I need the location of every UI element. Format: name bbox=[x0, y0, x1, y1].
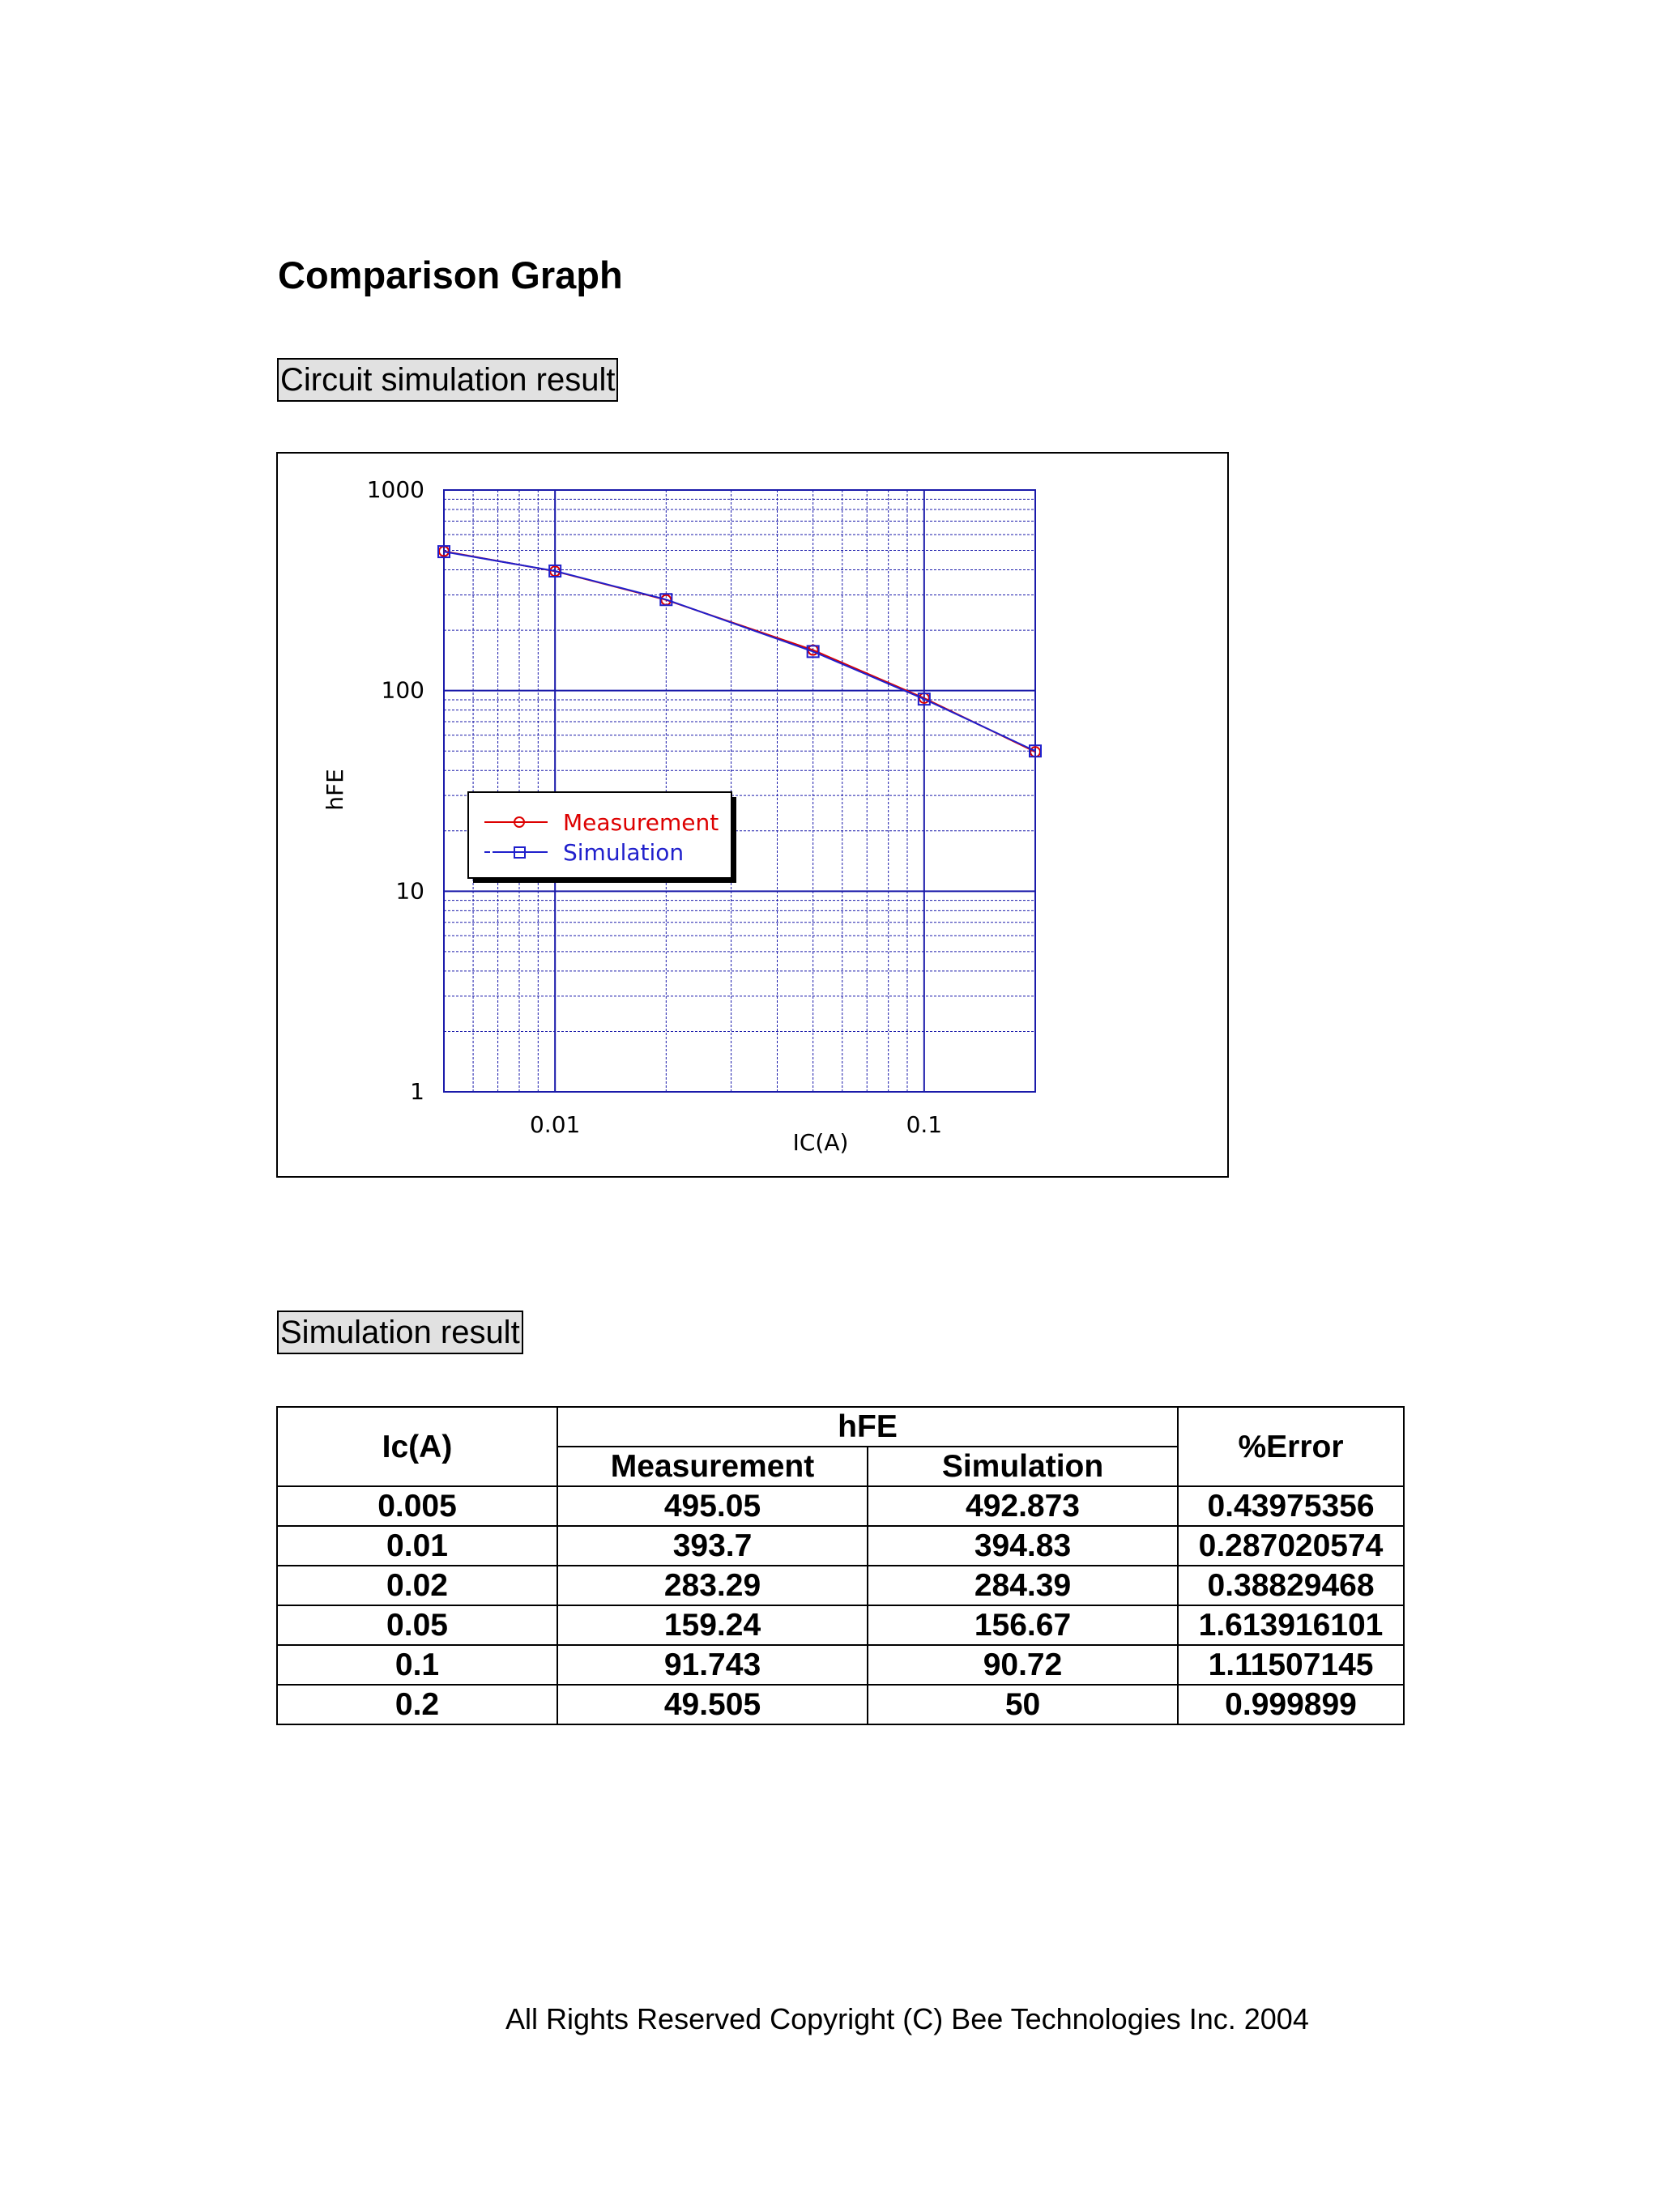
cell-measurement: 495.05 bbox=[557, 1486, 868, 1526]
cell-error: 0.287020574 bbox=[1178, 1526, 1404, 1566]
copyright-footer: All Rights Reserved Copyright (C) Bee Technologies Inc. 2004 bbox=[505, 2002, 1309, 2035]
legend-label-simulation: Simulation bbox=[563, 839, 684, 866]
table-row bbox=[277, 1486, 1404, 1526]
cell-error: 1.11507145 bbox=[1178, 1645, 1404, 1685]
table-row bbox=[277, 1605, 1404, 1645]
cell-error: 1.613916101 bbox=[1178, 1605, 1404, 1645]
section-label-circuit-simulation: Circuit simulation result bbox=[277, 358, 618, 402]
cell-error: 0.999899 bbox=[1178, 1685, 1404, 1724]
cell-simulation: 50 bbox=[868, 1685, 1178, 1724]
section-label-simulation-result: Simulation result bbox=[277, 1311, 523, 1354]
cell-measurement: 91.743 bbox=[557, 1645, 868, 1685]
cell-measurement: 283.29 bbox=[557, 1566, 868, 1605]
y-tick-label: 1 bbox=[410, 1078, 424, 1105]
header-ic: Ic(A) bbox=[277, 1407, 557, 1486]
cell-error: 0.38829468 bbox=[1178, 1566, 1404, 1605]
cell-simulation: 492.873 bbox=[868, 1486, 1178, 1526]
chart-frame bbox=[276, 452, 1229, 1178]
results-table bbox=[276, 1406, 1405, 1725]
cell-simulation: 394.83 bbox=[868, 1526, 1178, 1566]
cell-measurement: 393.7 bbox=[557, 1526, 868, 1566]
table-row bbox=[277, 1685, 1404, 1724]
cell-ic: 0.005 bbox=[277, 1486, 557, 1526]
cell-ic: 0.1 bbox=[277, 1645, 557, 1685]
table-row bbox=[277, 1526, 1404, 1566]
x-tick-label: 0.1 bbox=[906, 1111, 943, 1138]
cell-ic: 0.01 bbox=[277, 1526, 557, 1566]
cell-ic: 0.2 bbox=[277, 1685, 557, 1724]
header-measurement: Measurement bbox=[557, 1447, 868, 1486]
series-lines bbox=[438, 546, 1041, 757]
header-simulation: Simulation bbox=[868, 1447, 1178, 1486]
page-title: Comparison Graph bbox=[278, 254, 623, 296]
plot-border bbox=[444, 490, 1035, 1092]
cell-measurement: 159.24 bbox=[557, 1605, 868, 1645]
y-tick-label: 1000 bbox=[366, 476, 424, 503]
cell-simulation: 284.39 bbox=[868, 1566, 1178, 1605]
x-tick-label: 0.01 bbox=[529, 1111, 581, 1138]
y-axis-label: hFE bbox=[322, 769, 348, 811]
hfe-vs-ic-chart bbox=[278, 454, 1227, 1176]
cell-error: 0.43975356 bbox=[1178, 1486, 1404, 1526]
cell-ic: 0.02 bbox=[277, 1566, 557, 1605]
cell-ic: 0.05 bbox=[277, 1605, 557, 1645]
y-tick-label: 100 bbox=[381, 676, 424, 704]
x-axis-label: IC(A) bbox=[792, 1129, 849, 1156]
cell-measurement: 49.505 bbox=[557, 1685, 868, 1724]
legend-label-measurement: Measurement bbox=[563, 809, 719, 836]
cell-simulation: 90.72 bbox=[868, 1645, 1178, 1685]
table-row bbox=[277, 1566, 1404, 1605]
chart-legend bbox=[468, 792, 736, 883]
table-row bbox=[277, 1645, 1404, 1685]
cell-simulation: 156.67 bbox=[868, 1605, 1178, 1645]
header-hfe: hFE bbox=[557, 1407, 1178, 1447]
grid-lines bbox=[444, 490, 1035, 1092]
header-error: %Error bbox=[1178, 1407, 1404, 1486]
series-line-simulation bbox=[444, 552, 1035, 751]
y-tick-label: 10 bbox=[395, 877, 424, 905]
